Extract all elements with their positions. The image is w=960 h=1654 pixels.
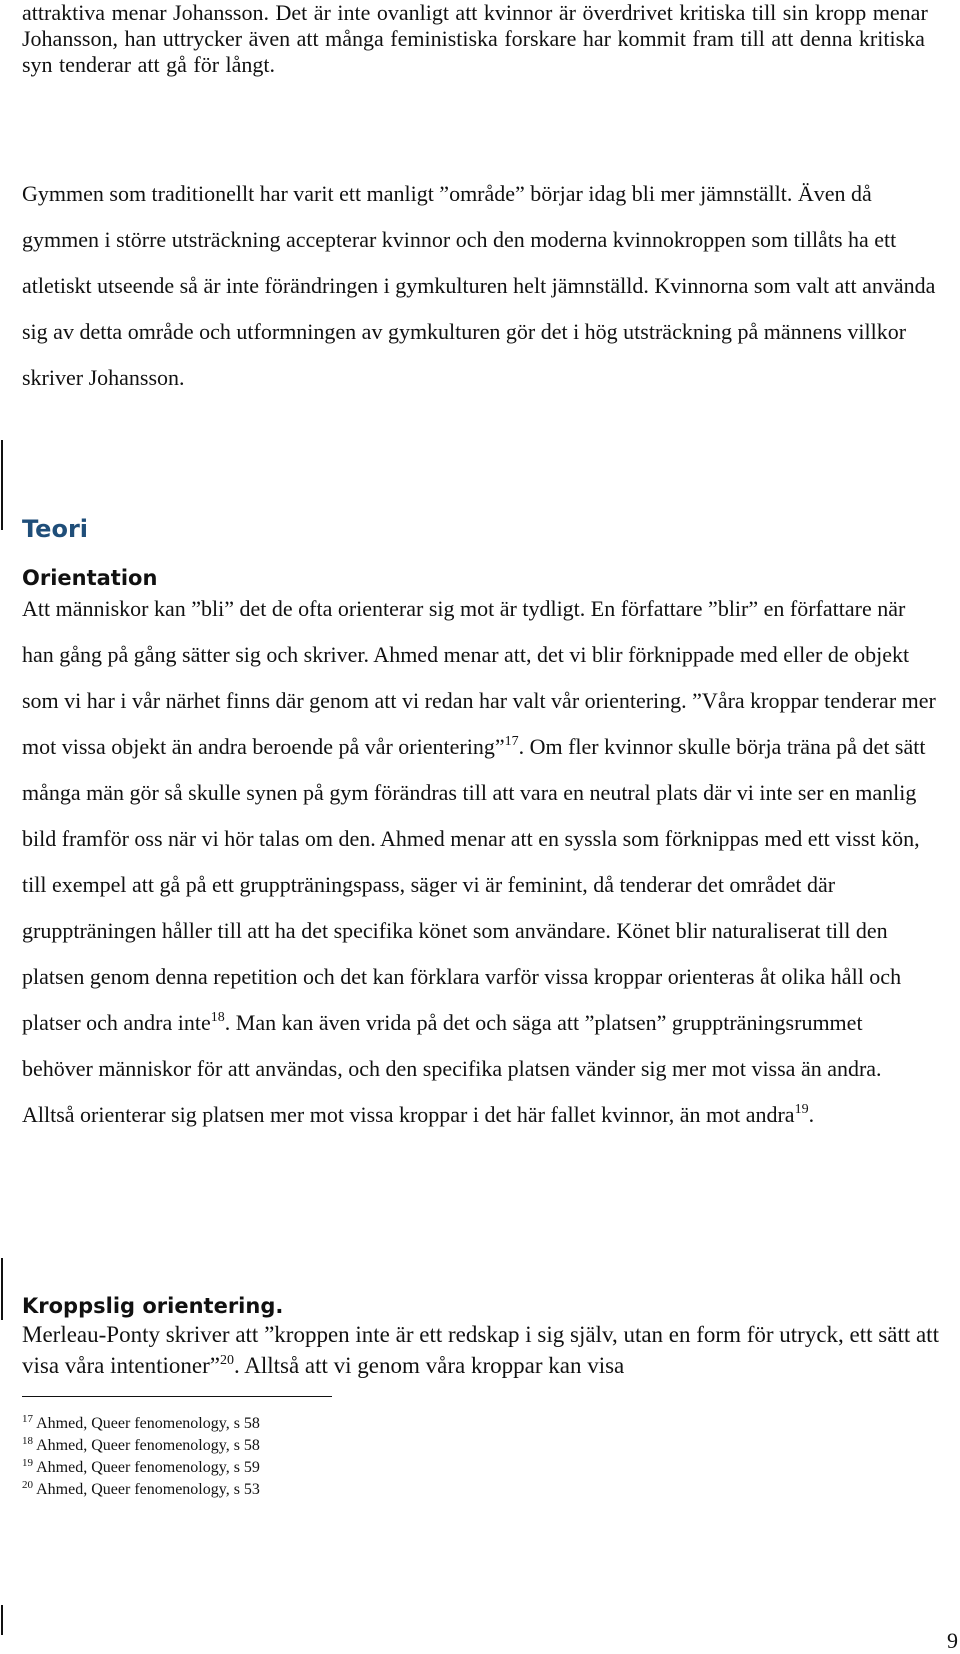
change-bar-left bbox=[1, 440, 3, 530]
footnote-18 bbox=[22, 1435, 260, 1457]
footnote-17 bbox=[22, 1413, 260, 1435]
orientation-text-part-4: . bbox=[808, 1102, 815, 1127]
subheading-kroppslig-orientering: Kroppslig orientering. bbox=[22, 1294, 284, 1318]
footnote-19 bbox=[22, 1457, 260, 1479]
footnote-number: 19 bbox=[22, 1457, 33, 1469]
footnotes bbox=[22, 1413, 260, 1501]
footnote-marker-19: 19 bbox=[794, 1102, 809, 1117]
subheading-orientation: Orientation bbox=[22, 566, 158, 590]
paragraph-gym-equality: Gymmen som traditionellt har varit ett manligt ”område” börjar idag bli mer jämnställt. Även då gymmen i större utsträckning accepterar kvinnor och den moderna kvinnokroppen som tillåts ha ett atletiskt utseende så är inte förändringen i gymkulturen helt jämnställd. Kvinnorna som valt att använda sig av detta område och utformningen av gymkulturen gör det i hög utsträckning på männens villkor skriver Johansson. bbox=[22, 181, 936, 390]
footnote-text: Ahmed, Queer fenomenology, s 53 bbox=[36, 1481, 260, 1498]
section-heading-teori: Teori bbox=[22, 515, 89, 543]
footnote-separator bbox=[22, 1396, 332, 1397]
page-number: 9 bbox=[947, 1628, 958, 1653]
orientation-text-part-3: . Man kan även vrida på det och säga att ”platsen” gruppträningsrummet behöver människor för att användas, och den specifika platsen vänder sig mer mot vissa än andra. Alltså orienterar sig platsen mer mot vissa kroppar i det här fallet kvinnor, än mot andra bbox=[22, 1010, 882, 1127]
footnote-number: 20 bbox=[22, 1479, 33, 1491]
change-bar-left-3 bbox=[1, 1605, 3, 1635]
paragraph-orientation bbox=[22, 586, 937, 1138]
kroppslig-text-part-2: . Alltså att vi genom våra kroppar kan visa bbox=[233, 1353, 625, 1378]
footnote-marker-18: 18 bbox=[210, 1010, 225, 1025]
change-bar-left-2 bbox=[1, 1258, 3, 1320]
paragraph-johansson-criticism: attraktiva menar Johansson. Det är inte ovanligt att kvinnor är överdrivet kritiska till sin kropp menar Johansson, han uttrycker även att många feministiska forskare har kommit fram till att denna kritiska syn tenderar att gå för långt. bbox=[22, 0, 928, 77]
footnote-marker-17: 17 bbox=[504, 734, 519, 749]
footnote-text: Ahmed, Queer fenomenology, s 59 bbox=[36, 1459, 260, 1476]
footnote-text: Ahmed, Queer fenomenology, s 58 bbox=[36, 1415, 260, 1432]
paragraph-kroppslig bbox=[22, 1319, 942, 1381]
footnote-20 bbox=[22, 1479, 260, 1501]
footnote-marker-20: 20 bbox=[219, 1353, 234, 1368]
footnote-text: Ahmed, Queer fenomenology, s 58 bbox=[36, 1437, 260, 1454]
orientation-text-part-2: . Om fler kvinnor skulle börja träna på det sätt många män gör så skulle synen på gym förändras till att vara en neutral plats där vi inte ser en manlig bild framför oss när vi hör talas om den. Ahmed menar att en syssla som förknippas med ett visst kön, till exempel att gå på ett gruppträningspass, säger vi är feminint, då tenderar det området där gruppträningen håller till att ha det specifika könet som användare. Könet blir naturaliserat till den platsen genom denna repetition och det kan förklara varför vissa kroppar orienteras åt olika håll och platser och andra inte bbox=[22, 734, 926, 1035]
footnote-number: 18 bbox=[22, 1435, 33, 1447]
orientation-text-part-1: Att människor kan ”bli” det de ofta orienterar sig mot är tydligt. En författare ”blir” en författare när han gång på gång sätter sig och skriver. Ahmed menar att, det vi blir förknippade med eller de objekt som vi har i vår närhet finns där genom att vi redan har valt vår orientering. ”Våra kroppar tenderar mer mot vissa objekt än andra beroende på vår orientering” bbox=[22, 596, 936, 759]
kroppslig-text-part-1: Merleau-Ponty skriver att ”kroppen inte är ett redskap i sig själv, utan en form för utryck, ett sätt att visa våra intentioner” bbox=[22, 1322, 939, 1378]
footnote-number: 17 bbox=[22, 1413, 33, 1425]
